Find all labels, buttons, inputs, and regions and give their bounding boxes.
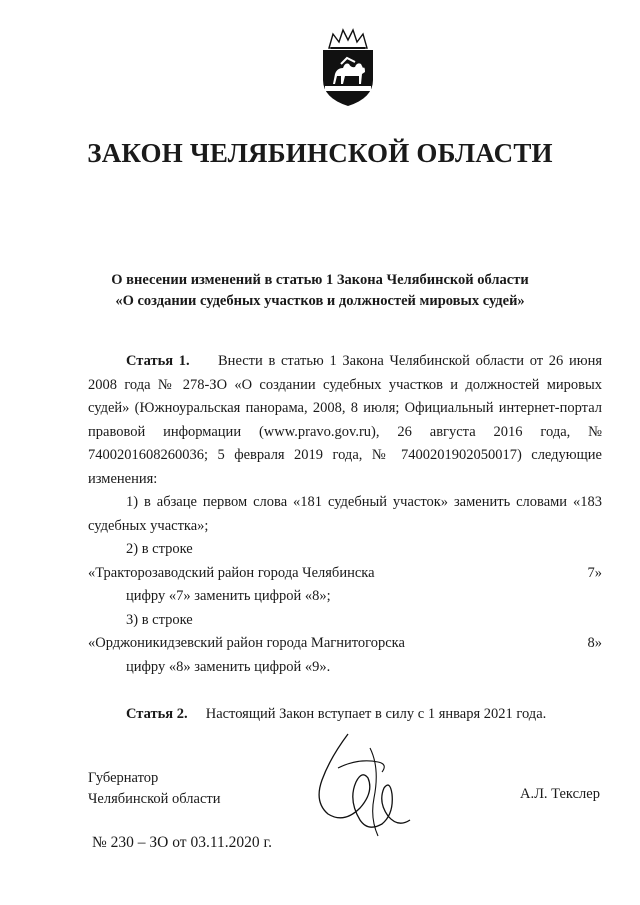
- article-1-item-1: 1) в абзаце первом слова «181 судебный участок» заменить словами «183 судебных участка»;: [88, 494, 602, 534]
- law-subject: [60, 270, 580, 312]
- position-line-1: Губернатор: [88, 770, 159, 786]
- position-line-2: Челябинской области: [88, 791, 221, 807]
- article-1-text: Внести в статью 1 Закона Челябинской области от 26 июня 2008 года № 278-ЗО «О создании судебных участков и должностей мировых судей» (Южноуральская панорама, 2008, 8 июля; Официальный интернет-портал правовой информации (www.pravo.gov.ru), 26 августа 2016 года, № 7400201608260036; 5 февраля 2019 года, № 7400201902050017) следующие изменения:: [88, 353, 602, 487]
- chelyabinsk-coat-of-arms-icon: [315, 28, 381, 108]
- article-1-row-1: [88, 562, 602, 586]
- handwritten-signature-icon: [308, 728, 418, 840]
- article-1-paragraph: [88, 350, 602, 491]
- article-1-item-2-action: цифру «7» заменить цифрой «8»;: [126, 588, 331, 604]
- row-1-right: 7»: [587, 564, 602, 581]
- article-1-label: Статья 1.: [126, 353, 190, 369]
- article-1-item-3: 3) в строке: [126, 611, 193, 628]
- row-2-right: 8»: [587, 635, 602, 651]
- article-1-row-2: [88, 632, 602, 656]
- signatory-name: А.Л. Текслер: [520, 786, 600, 802]
- law-title: ЗАКОН ЧЕЛЯБИНСКОЙ ОБЛАСТИ: [87, 138, 553, 168]
- article-2-text: Настоящий Закон вступает в силу с 1 января 2021 года.: [205, 706, 547, 722]
- row-1-left: «Тракторозаводский район города Челябинска: [88, 564, 375, 581]
- registration-number: № 230 – ЗО от 03.11.2020 г.: [92, 834, 272, 851]
- subject-line-2: «О создании судебных участков и должностей мировых судей»: [115, 293, 525, 309]
- article-2-label: Статья 2.: [126, 706, 188, 722]
- article-1-item-3-action: цифру «8» заменить цифрой «9».: [126, 658, 331, 675]
- subject-line-1: О внесении изменений в статью 1 Закона Челябинской области: [111, 272, 529, 288]
- signatory-position: [88, 768, 221, 810]
- row-2-left: «Орджоникидзевский район города Магнитогорска: [88, 635, 405, 651]
- article-1-item-2: 2) в строке: [126, 541, 193, 557]
- article-2-paragraph: [88, 703, 602, 727]
- spacer: [88, 679, 602, 703]
- law-body: [88, 350, 602, 727]
